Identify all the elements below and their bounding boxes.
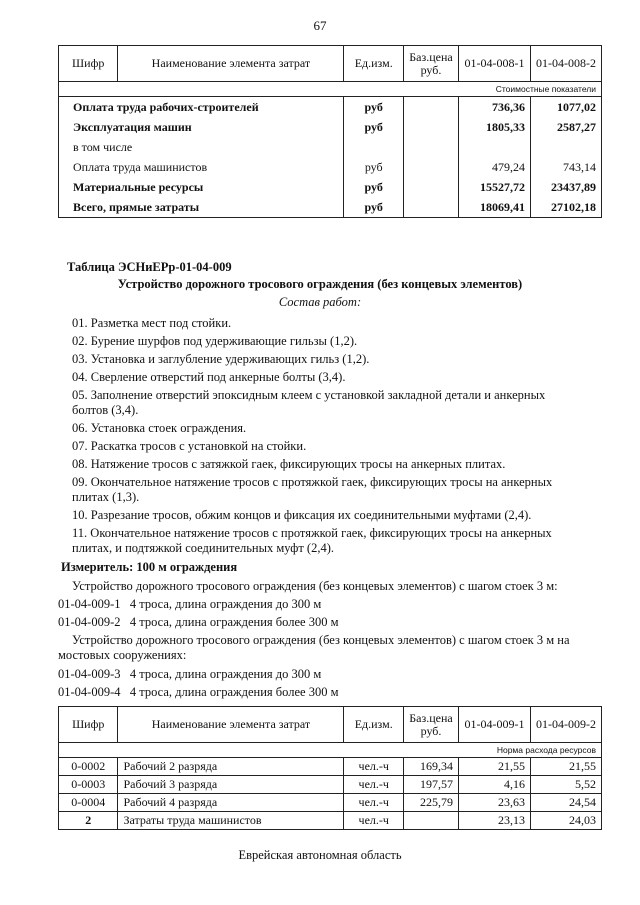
row-price: 225,79 (404, 794, 459, 812)
row-code: 0-0003 (59, 776, 118, 794)
subheader: Стоимостные показатели (59, 82, 602, 97)
col-header-v1: 01-04-008-1 (458, 46, 530, 82)
row-name: Эксплуатация машин (59, 117, 344, 137)
row-code: 2 (59, 812, 118, 830)
row-price (404, 117, 459, 137)
item-text: 4 троса, длина ограждения до 300 м (129, 597, 322, 611)
row-unit (344, 137, 404, 157)
col-header-unit: Ед.изм. (344, 707, 404, 743)
work-item: 04. Сверление отверстий под анкерные болты (3,4). (72, 370, 346, 384)
row-unit: руб (344, 157, 404, 177)
row-value-2: 5,52 (530, 776, 601, 794)
row-value-1: 1805,33 (458, 117, 530, 137)
table-row (59, 97, 602, 118)
work-item-cont: плитах (1,3). (72, 490, 140, 504)
row-price (404, 812, 459, 830)
col-header-v1: 01-04-009-1 (459, 707, 531, 743)
row-unit: руб (344, 177, 404, 197)
item-line (58, 597, 321, 612)
item-code: 01-04-009-4 (58, 685, 121, 699)
row-name: Затраты труда машинистов (118, 812, 344, 830)
work-item: 03. Установка и заглубление удерживающих гильз (1,2). (72, 352, 370, 366)
table-row (59, 758, 602, 776)
cost-table-1 (58, 45, 602, 218)
section-title: Таблица ЭСНиЕРр-01-04-009 (67, 260, 232, 274)
row-value-2: 27102,18 (530, 197, 601, 218)
item-text: 4 троса, длина ограждения более 300 м (129, 615, 339, 629)
row-unit: руб (344, 117, 404, 137)
row-name: Рабочий 2 разряда (118, 758, 344, 776)
composition-label: Состав работ: (278, 295, 362, 309)
item-line (58, 615, 339, 630)
row-price: 197,57 (404, 776, 459, 794)
work-item: 09. Окончательное натяжение тросов с протяжкой гаек, фиксирующих тросы на анкерных (72, 475, 553, 489)
row-value-2: 21,55 (530, 758, 601, 776)
row-value-2: 743,14 (530, 157, 601, 177)
row-price (404, 97, 459, 118)
row-unit: руб (344, 197, 404, 218)
table-header-row (59, 46, 602, 82)
row-name: Оплата труда машинистов (59, 157, 344, 177)
table-row (59, 137, 602, 157)
row-code: 0-0002 (59, 758, 118, 776)
work-item: 06. Установка стоек ограждения. (72, 421, 247, 435)
row-value-1: 18069,41 (458, 197, 530, 218)
subheader: Норма расхода ресурсов (59, 743, 602, 758)
row-unit: руб (344, 97, 404, 118)
col-header-code: Шифр (59, 46, 118, 82)
col-header-code: Шифр (59, 707, 118, 743)
row-value-2: 24,03 (530, 812, 601, 830)
row-price: 169,34 (404, 758, 459, 776)
table-subheader-row (59, 743, 602, 758)
row-unit: чел.-ч (344, 758, 404, 776)
col-header-unit: Ед.изм. (344, 46, 404, 82)
row-unit: чел.-ч (344, 794, 404, 812)
row-unit: чел.-ч (344, 812, 404, 830)
work-item: 08. Натяжение тросов с затяжкой гаек, фиксирующих тросы на анкерных плитах. (72, 457, 506, 471)
description-cont: мостовых сооружениях: (58, 648, 187, 662)
table-row (59, 177, 602, 197)
table-row (59, 812, 602, 830)
row-price (404, 157, 459, 177)
row-value-1: 4,16 (459, 776, 531, 794)
work-item: 10. Разрезание тросов, обжим концов и фиксация их соединительными муфтами (2,4). (72, 508, 532, 522)
work-item-cont: болтов (3,4). (72, 403, 139, 417)
row-value-1: 15527,72 (458, 177, 530, 197)
table-header-row (59, 707, 602, 743)
table-row (59, 197, 602, 218)
row-price (404, 137, 459, 157)
section-subtitle: Устройство дорожного тросового ограждения (без концевых элементов) (117, 277, 523, 291)
page-number: 67 (313, 18, 327, 33)
row-value-1: 23,13 (459, 812, 531, 830)
row-unit: чел.-ч (344, 776, 404, 794)
row-value-2: 2587,27 (530, 117, 601, 137)
table-row (59, 794, 602, 812)
row-name: Рабочий 3 разряда (118, 776, 344, 794)
work-item: 05. Заполнение отверстий эпоксидным клеем с установкой закладной детали и анкерных (72, 388, 546, 402)
col-header-price: Баз.цена руб. (404, 707, 459, 743)
col-header-price: Баз.цена руб. (404, 46, 459, 82)
work-item-cont: плитах, и подтяжкой соединительных муфт (2,4). (72, 541, 335, 555)
row-value-1: 479,24 (458, 157, 530, 177)
row-value-1: 23,63 (459, 794, 531, 812)
resource-table (58, 706, 602, 830)
row-name: Оплата труда рабочих-строителей (59, 97, 344, 118)
table-row (59, 776, 602, 794)
row-value-2: 1077,02 (530, 97, 601, 118)
work-item: 07. Раскатка тросов с установкой на стойки. (72, 439, 307, 453)
description: Устройство дорожного тросового ограждения (без концевых элементов) с шагом стоек 3 м: (72, 579, 558, 593)
row-price (404, 177, 459, 197)
col-header-name: Наименование элемента затрат (118, 46, 344, 82)
footer-region: Еврейская автономная область (238, 848, 402, 862)
row-name: Рабочий 4 разряда (118, 794, 344, 812)
row-value-2 (530, 137, 601, 157)
table-subheader-row (59, 82, 602, 97)
row-name: в том числе (59, 137, 344, 157)
table-row (59, 157, 602, 177)
row-value-1: 21,55 (459, 758, 531, 776)
item-line (58, 685, 339, 700)
item-text: 4 троса, длина ограждения до 300 м (129, 667, 322, 681)
row-value-2: 23437,89 (530, 177, 601, 197)
work-item: 02. Бурение шурфов под удерживающие гильзы (1,2). (72, 334, 358, 348)
row-value-1: 736,36 (458, 97, 530, 118)
item-code: 01-04-009-3 (58, 667, 121, 681)
item-code: 01-04-009-2 (58, 615, 121, 629)
work-item: 11. Окончательное натяжение тросов с протяжкой гаек, фиксирующих тросы на анкерных (72, 526, 552, 540)
row-price (404, 197, 459, 218)
row-code: 0-0004 (59, 794, 118, 812)
row-name: Всего, прямые затраты (59, 197, 344, 218)
col-header-name: Наименование элемента затрат (118, 707, 344, 743)
table-row (59, 117, 602, 137)
item-text: 4 троса, длина ограждения более 300 м (129, 685, 339, 699)
row-value-2: 24,54 (530, 794, 601, 812)
item-line (58, 667, 321, 682)
col-header-v2: 01-04-009-2 (530, 707, 601, 743)
row-name: Материальные ресурсы (59, 177, 344, 197)
measurer: Измеритель: 100 м ограждения (61, 560, 238, 574)
row-value-1 (458, 137, 530, 157)
description: Устройство дорожного тросового ограждения (без концевых элементов) с шагом стоек 3 м на (72, 633, 570, 647)
col-header-v2: 01-04-008-2 (530, 46, 601, 82)
work-item: 01. Разметка мест под стойки. (72, 316, 232, 330)
item-code: 01-04-009-1 (58, 597, 121, 611)
